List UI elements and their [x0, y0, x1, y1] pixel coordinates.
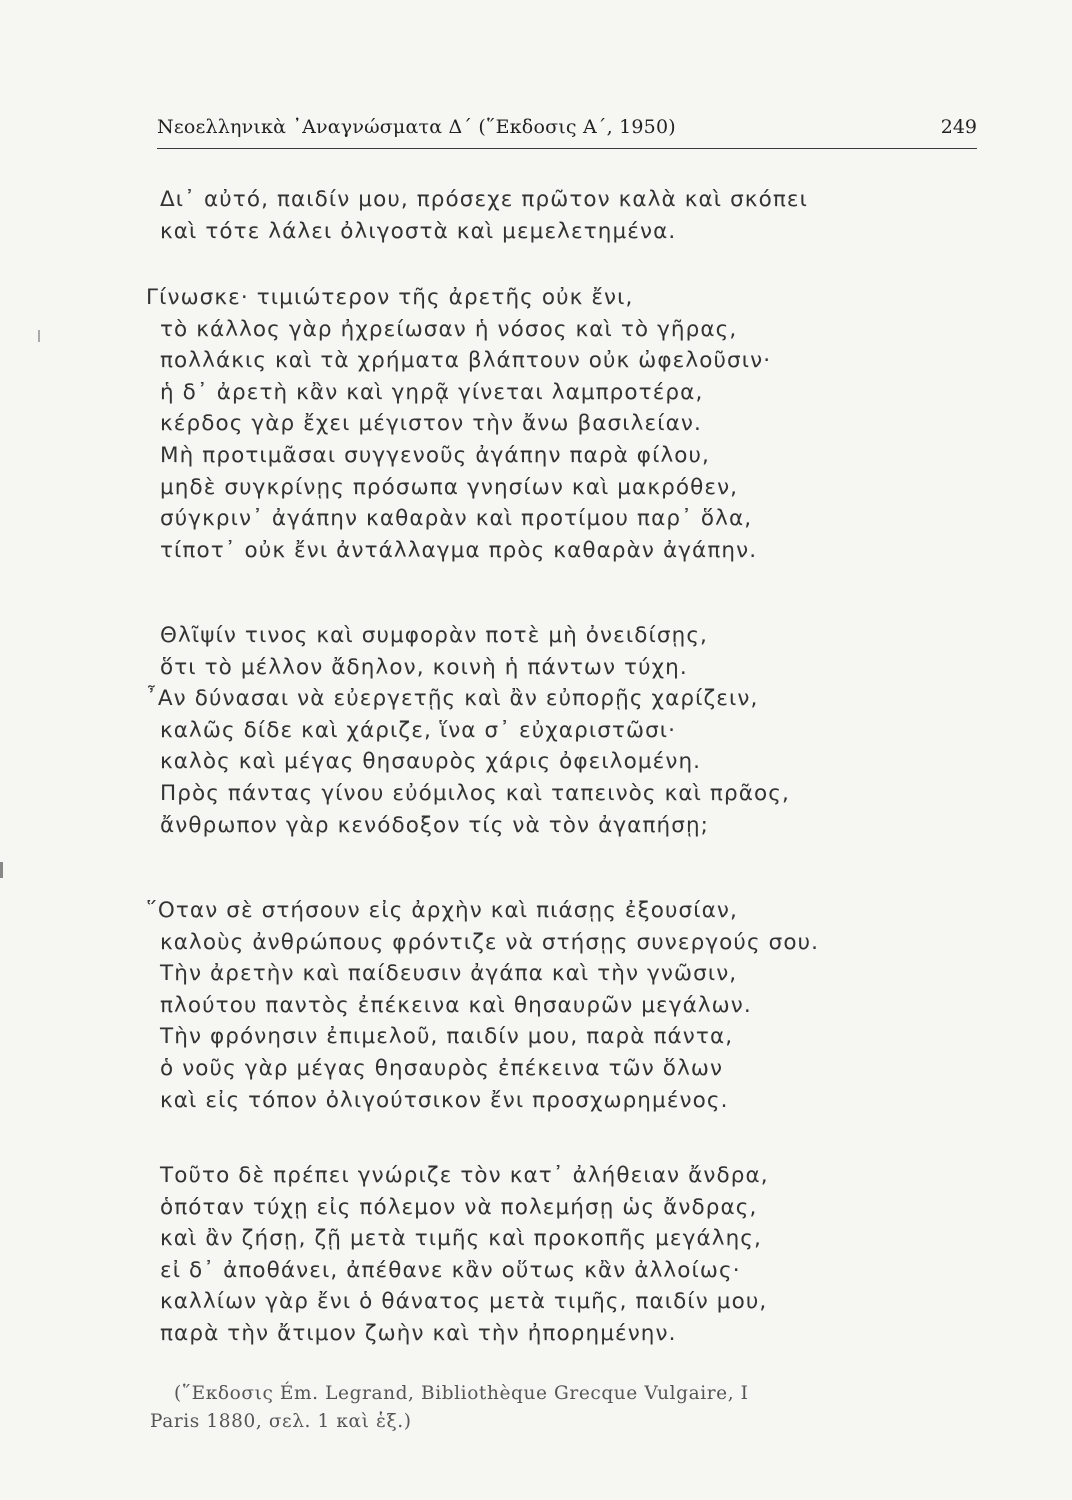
citation-line-1: (῞Εκδοσις Ém. Legrand, Bibliothèque Grecque Vulgaire, I	[174, 1383, 749, 1404]
verse-line: ῞Οταν σὲ στήσουν εἰς ἀρχὴν καὶ πιάσῃς ἐξουσίαν,	[146, 898, 738, 923]
verse-line: ἄνθρωπον γὰρ κενόδοξον τίς νὰ τὸν ἀγαπήσῃ;	[160, 812, 710, 838]
source-citation	[150, 1380, 980, 1436]
verse-line: σύγκριν᾿ ἀγάπην καθαρὰν καὶ προτίμου παρ᾿ ὅλα,	[160, 506, 753, 532]
verse-line: Θλῖψίν τινος καὶ συμφορὰν ποτὲ μὴ ὀνειδίσῃς,	[160, 623, 708, 648]
verse-line: Γίνωσκε· τιμιώτερον τῆς ἀρετῆς οὐκ ἔνι,	[146, 285, 634, 310]
verse-line: καλὸς καὶ μέγας θησαυρὸς χάρις ὀφειλομένη.	[160, 749, 702, 775]
verse-line: Πρὸς πάντας γίνου εὐόμιλος καὶ ταπεινὸς καὶ πρᾶος,	[160, 780, 790, 806]
stanza-5	[160, 1160, 920, 1350]
verse-line: πλούτου παντὸς ἐπέκεινα καὶ θησαυρῶν μεγάλων.	[160, 992, 752, 1018]
verse-line: κέρδος γὰρ ἔχει μέγιστον τὴν ἄνω βασιλείαν.	[160, 411, 702, 437]
verse-line: καὶ ἂν ζήσῃ, ζῇ μετὰ τιμῆς καὶ προκοπῆς μεγάλης,	[160, 1226, 762, 1252]
verse-line: μηδὲ συγκρίνῃς πρόσωπα γνησίων καὶ μακρόθεν,	[160, 474, 739, 500]
citation-line-2: Paris 1880, σελ. 1 καὶ ἑξ.)	[150, 1411, 412, 1432]
stanza-2	[146, 282, 920, 566]
verse-line: καλλίων γὰρ ἔνι ὁ θάνατος μετὰ τιμῆς, παιδίν μου,	[160, 1289, 768, 1315]
verse-line: Τοῦτο δὲ πρέπει γνώριζε τὸν κατ᾿ ἀλήθειαν ἄνδρα,	[160, 1163, 769, 1188]
margin-mark	[0, 862, 3, 878]
stanza-3	[146, 620, 920, 841]
stanza-4	[146, 895, 920, 1116]
stanza-1	[160, 184, 920, 247]
page-number: 249	[940, 116, 977, 138]
verse-line: ὁπόταν τύχῃ εἰς πόλεμον νὰ πολεμήσῃ ὡς ἄνδρας,	[160, 1194, 758, 1220]
verse-line: τίποτ᾿ οὐκ ἔνι ἀντάλλαγμα πρὸς καθαρὰν ἀγάπην.	[160, 537, 758, 563]
page-header	[157, 116, 977, 149]
verse-line: ὅτι τὸ μέλλον ἄδηλον, κοινὴ ἡ πάντων τύχη.	[160, 654, 688, 680]
verse-line: τὸ κάλλος γὰρ ἠχρείωσαν ἡ νόσος καὶ τὸ γῆρας,	[160, 316, 738, 342]
margin-mark	[38, 330, 40, 342]
verse-line: καὶ τότε λάλει ὀλιγοστὰ καὶ μεμελετημένα.	[160, 218, 677, 244]
verse-line: Δι᾿ αὐτό, παιδίν μου, πρόσεχε πρῶτον καλὰ καὶ σκόπει	[160, 187, 808, 212]
verse-line: εἰ δ᾿ ἀποθάνει, ἀπέθανε κἂν οὕτως κἂν ἀλλοίως·	[160, 1257, 741, 1283]
verse-line: παρὰ τὴν ἄτιμον ζωὴν καὶ τὴν ἠπορημένην.	[160, 1320, 677, 1346]
verse-line: καλοὺς ἀνθρώπους φρόντιζε νὰ στήσῃς συνεργούς σου.	[160, 929, 820, 955]
verse-line: ἡ δ᾿ ἀρετὴ κἂν καὶ γηρᾷ γίνεται λαμπροτέρα,	[160, 379, 704, 405]
verse-line: καλῶς δίδε καὶ χάριζε, ἵνα σ᾿ εὐχαριστῶσι·	[160, 717, 677, 743]
verse-line: πολλάκις καὶ τὰ χρήματα βλάπτουν οὐκ ὠφελοῦσιν·	[160, 348, 772, 374]
verse-line: Τὴν ἀρετὴν καὶ παίδευσιν ἀγάπα καὶ τὴν γνῶσιν,	[160, 961, 738, 987]
verse-line: καὶ εἰς τόπον ὀλιγούτσικον ἔνι προσχωρημένος.	[160, 1087, 729, 1113]
running-title: Νεοελληνικὰ ᾿Αναγνώσματα Δ΄ (῞Εκδοσις Α΄, 1950)	[157, 116, 676, 138]
verse-line: ῏Αν δύνασαι νὰ εὐεργετῇς καὶ ἂν εὐπορῇς χαρίζειν,	[146, 686, 759, 712]
verse-line: Τὴν φρόνησιν ἐπιμελοῦ, παιδίν μου, παρὰ πάντα,	[160, 1024, 734, 1050]
verse-line: Μὴ προτιμᾶσαι συγγενοῦς ἀγάπην παρὰ φίλου,	[160, 442, 710, 468]
verse-line: ὁ νοῦς γὰρ μέγας θησαυρὸς ἐπέκεινα τῶν ὅλων	[160, 1055, 724, 1081]
